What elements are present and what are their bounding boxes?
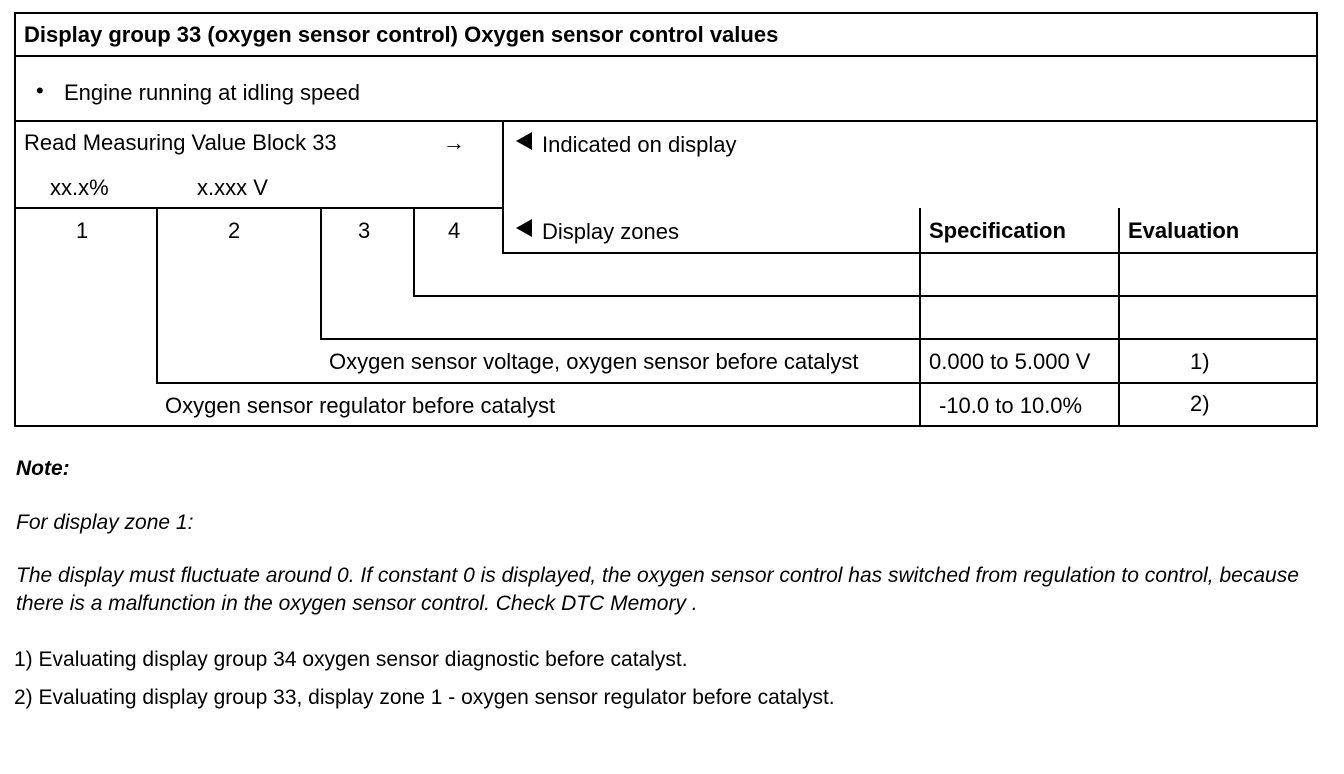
triangle-left-icon: [516, 132, 532, 150]
title-divider: [14, 55, 1318, 57]
arrow-right-icon: →: [443, 130, 465, 155]
read-block-right-divider: [502, 120, 504, 254]
table-border-left: [14, 12, 16, 427]
footnote-1: 1) Evaluating display group 34 oxygen sensor diagnostic before catalyst.: [14, 648, 688, 671]
read-block-divider: [14, 207, 504, 209]
row-eval-zone-2: 1): [1190, 349, 1210, 374]
row-label-zone-1: Oxygen sensor regulator before catalyst: [165, 393, 556, 418]
spec-header: Specification: [929, 218, 1066, 243]
zones-header-divider: [502, 252, 1318, 254]
zone-number-2: 2: [228, 218, 241, 243]
note-zone-text: The display must fluctuate around 0. If constant 0 is displayed, the oxygen sensor control has switched from regulation to control, because there is a malfunction in the oxygen sensor control. Check DTC Memory .: [16, 564, 1299, 615]
table-border-top: [14, 12, 1318, 14]
row-spec-zone-1: -10.0 to 10.0%: [939, 393, 1083, 418]
zone-3-line: [320, 207, 322, 340]
zone-2-rule: [156, 382, 1318, 384]
triangle-left-icon: [516, 219, 532, 237]
read-block-label: Read Measuring Value Block 33: [24, 130, 337, 155]
display-value-zone-2: x.xxx V: [197, 175, 268, 200]
row-spec-zone-2: 0.000 to 5.000 V: [929, 349, 1091, 374]
condition-bullet: •: [36, 78, 44, 103]
zone-number-4: 4: [448, 218, 461, 243]
condition-divider: [14, 120, 1318, 122]
display-zones-label: Display zones: [542, 219, 679, 244]
table-title: Display group 33 (oxygen sensor control) Oxygen sensor control values: [24, 22, 779, 47]
indicated-label: Indicated on display: [542, 132, 737, 157]
note-heading: Note:: [16, 457, 70, 480]
row-eval-zone-1: 2): [1190, 391, 1210, 416]
spec-column-line: [919, 208, 921, 427]
zone-number-1: 1: [76, 218, 89, 243]
row-label-zone-2: Oxygen sensor voltage, oxygen sensor before catalyst: [329, 349, 859, 374]
zone-4-rule: [413, 295, 1318, 297]
zone-4-line: [413, 207, 415, 297]
note-zone-intro: For display zone 1:: [16, 511, 194, 534]
table-border-right: [1316, 12, 1318, 427]
display-value-zone-1: xx.x%: [50, 175, 109, 200]
footnote-2: 2) Evaluating display group 33, display zone 1 - oxygen sensor regulator before catalyst.: [14, 686, 835, 709]
zone-number-3: 3: [358, 218, 371, 243]
zone-3-rule: [320, 338, 1318, 340]
eval-header: Evaluation: [1128, 218, 1240, 243]
table-border-bottom: [14, 425, 1318, 427]
condition-text: Engine running at idling speed: [64, 80, 361, 105]
eval-column-line: [1118, 208, 1120, 427]
zone-2-line: [156, 207, 158, 384]
